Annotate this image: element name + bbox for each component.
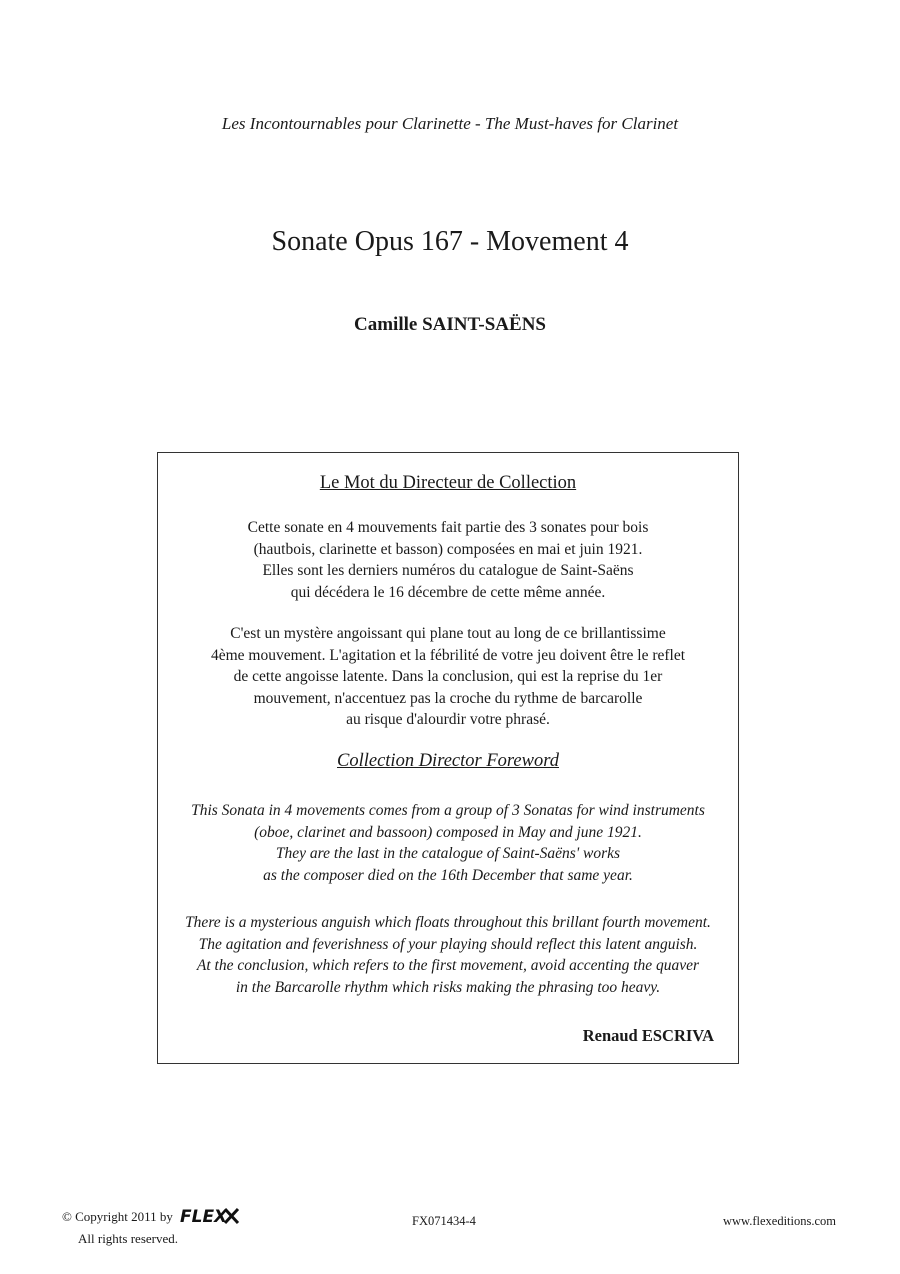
text-line: mouvement, n'accentuez pas la croche du rythme de barcarolle: [253, 689, 643, 707]
page-title: Sonate Opus 167 - Movement 4: [271, 226, 629, 257]
text-line: The agitation and feverishness of your playing should reflect this latent anguish.: [198, 935, 698, 953]
flex-logo-icon: [178, 1205, 248, 1231]
text-line: (oboe, clarinet and bassoon) composed in May and june 1921.: [254, 823, 642, 841]
logo-text: FLEX: [180, 1207, 228, 1227]
text-line: qui décédera le 16 décembre de cette même année.: [290, 583, 606, 601]
text-line: There is a mysterious anguish which floats throughout this brillant fourth movement.: [185, 914, 711, 931]
copyright-text: © Copyright 2011 by: [62, 1208, 173, 1224]
catalog-number: FX071434-4: [412, 1214, 476, 1228]
text-line: (hautbois, clarinette et basson) composées en mai et juin 1921.: [253, 540, 643, 558]
text-line: au risque d'alourdir votre phrasé.: [346, 711, 550, 728]
text-line: in the Barcarolle rhythm which risks making the phrasing too heavy.: [235, 978, 661, 996]
text-line: 4ème mouvement. L'agitation et la fébrilité de votre jeu doivent être le reflet: [210, 646, 686, 664]
rights-text: All rights reserved.: [78, 1231, 179, 1246]
composer-name: Camille SAINT-SAËNS: [354, 314, 546, 335]
text-line: This Sonata in 4 movements comes from a group of 3 Sonatas for wind instruments: [191, 802, 705, 819]
text-line: C'est un mystère angoissant qui plane tout au long de ce brillantissime: [230, 625, 666, 642]
series-title: Les Incontournables pour Clarinette - The Must-haves for Clarinet: [221, 114, 679, 133]
text-line: They are the last in the catalogue of Saint-Saëns' works: [275, 845, 621, 862]
signature: Renaud ESCRIVA: [582, 1026, 714, 1045]
foreword-heading-fr: Le Mot du Directeur de Collection: [319, 473, 577, 493]
text-line: Cette sonate en 4 mouvements fait partie des 3 sonates pour bois: [247, 519, 649, 536]
foreword-paragraph-en-1: [158, 800, 738, 886]
foreword-box: [157, 452, 739, 1064]
website-link[interactable]: www.flexeditions.com: [722, 1214, 836, 1228]
foreword-paragraph-fr-1: [158, 517, 738, 603]
foreword-paragraph-en-2: [158, 912, 738, 998]
text-line: as the composer died on the 16th December that same year.: [263, 866, 633, 884]
foreword-paragraph-fr-2: [158, 623, 738, 731]
copyright-notice: [62, 1205, 248, 1247]
text-line: Elles sont les derniers numéros du catalogue de Saint-Saëns: [262, 562, 634, 579]
foreword-heading-en: Collection Director Foreword: [337, 751, 559, 771]
text-line: At the conclusion, which refers to the first movement, avoid accenting the quaver: [196, 957, 700, 974]
text-line: de cette angoisse latente. Dans la conclusion, qui est la reprise du 1er: [233, 668, 663, 685]
